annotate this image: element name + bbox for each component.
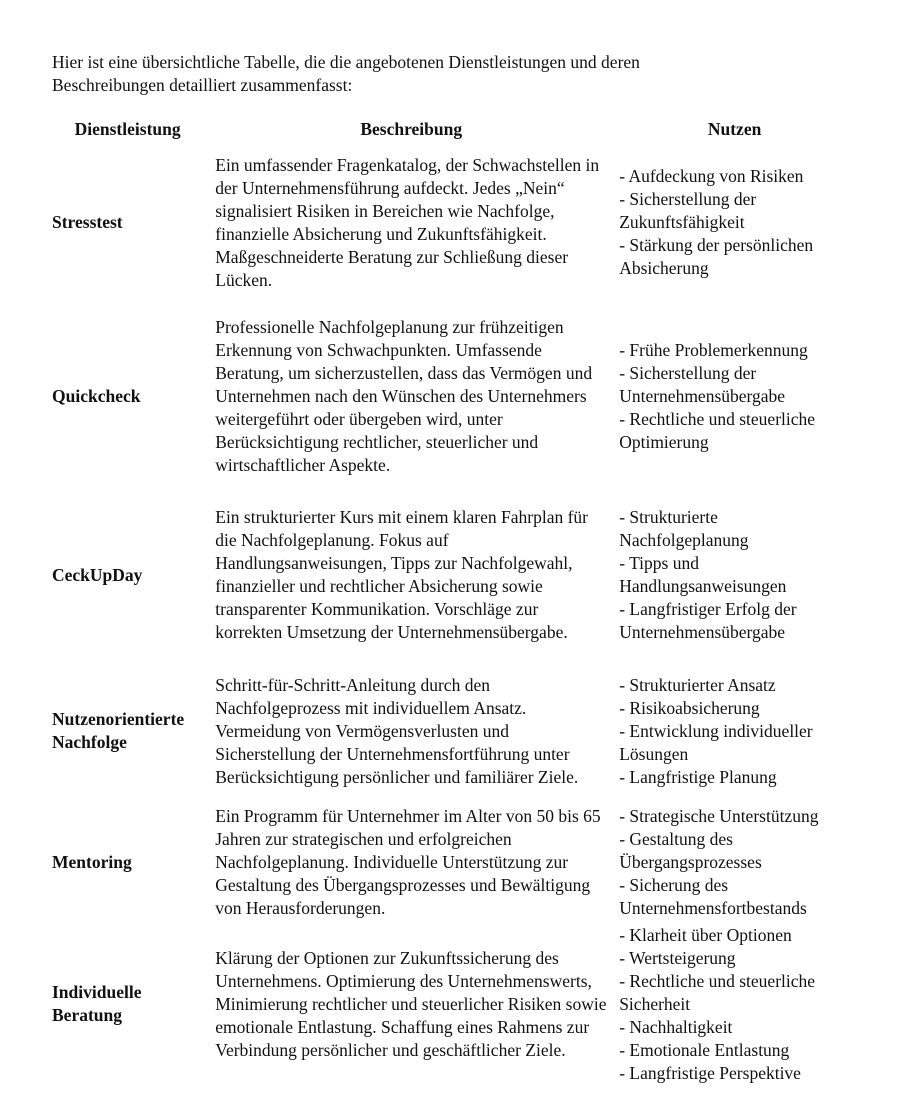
benefit-item: - Strategische Unterstützung [619,806,819,826]
benefit-item: - Risikoabsicherung [619,697,760,718]
benefit-item: - Langfristige Planung [619,766,777,787]
benefit-item: - Rechtliche und steuerliche Optimierung [619,408,816,452]
intro-line-1: Hier ist eine übersichtliche Tabelle, die die angebotenen Dienstleistungen und deren [52,52,640,72]
service-benefits [613,658,856,804]
table-row [46,300,856,492]
table-row [46,658,856,804]
benefit-item: - Nachhaltigkeit [619,1016,733,1037]
table-row [46,145,856,300]
benefit-item: - Sicherstellung der Unternehmensübergabe [619,362,786,406]
service-name: Quickcheck [52,385,141,406]
benefit-item: - Gestaltung des Übergangsprozesses [619,829,762,872]
service-description-cell [209,921,613,1087]
table-row [46,804,856,921]
benefit-item: - Tipps und Handlungsanweisungen [619,553,787,596]
benefit-item: - Wertsteigerung [619,947,736,968]
service-description: Ein Programm für Unternehmer im Alter von 50 bis 65 Jahren zur strategischen und erfolgreichen Nachfolgeplanung. Individuelle Unterstützung zur Gestaltung des Übergangsprozesses und Bewältigung von Herausforderungen. [215,806,601,918]
service-name: Mentoring [52,852,132,872]
service-description: Ein umfassender Fragenkatalog, der Schwachstellen in der Unternehmensführung aufdeckt. Jedes „Nein“ signalisiert Risiken in Bereichen wie Nachfolge, finanzielle Absicherung und Zukunftsfähigkeit. Maßgeschneiderte Beratung zur Schließung dieser Lücken. [215,154,600,290]
services-table [46,118,856,1087]
service-description-cell [209,492,613,658]
table-row [46,921,856,1087]
header-beschreibung: Beschreibung [360,119,463,139]
benefit-item: - Frühe Problemerkennung [619,339,808,360]
service-description-cell [209,300,613,492]
benefit-item: - Sicherstellung der Zukunftsfähigkeit [619,189,757,232]
benefit-item: - Aufdeckung von Risiken [619,166,804,186]
service-description: Ein strukturierter Kurs mit einem klaren Fahrplan für die Nachfolgeplanung. Fokus auf Handlungsanweisungen, Tipps zur Nachfolgewahl, finanzieller und rechtlicher Absicherung sowie transparenter Kommunikation. Vorschläge zur korrekten Umsetzung der Unternehmensübergabe. [215,507,588,642]
service-description: Professionelle Nachfolgeplanung zur frühzeitigen Erkennung von Schwachpunkten. Umfassende Beratung, um sicherzustellen, dass das Vermögen und Unternehmen nach den Wünschen des Unternehmers weitergeführt oder übergeben wird, unter Berücksichtigung rechtlicher, steuerlicher und wirtschaftlicher Aspekte. [215,316,593,475]
intro-paragraph [52,51,872,97]
service-description-cell [209,804,613,921]
table-row [46,492,856,658]
benefit-item: - Strukturierte Nachfolgeplanung [619,507,749,550]
service-name: Individuelle Beratung [52,982,142,1025]
header-dienstleistung: Dienstleistung [74,119,181,139]
service-description: Schritt-für-Schritt-Anleitung durch den Nachfolgeprozess mit individuellem Ansatz. Vermeidung von Vermögensverlusten und Sicherstellung der Unternehmensfortführung unter Berücksichtigung persönlicher und familiärer Ziele. [215,674,579,787]
intro-line-2: Beschreibungen detailliert zusammenfasst: [52,75,353,95]
header-nutzen: Nutzen [707,119,762,139]
service-description-cell [209,145,613,300]
service-description-cell [209,658,613,804]
service-benefits [613,921,856,1087]
service-description: Klärung der Optionen zur Zukunftssicherung des Unternehmens. Optimierung des Unternehmenswerts, Minimierung rechtlicher und steuerlicher Risiken sowie emotionale Entlastung. Schaffung eines Rahmens zur Verbindung persönlicher und geschäftlicher Ziele. [215,947,607,1060]
benefit-item: - Emotionale Entlastung [619,1039,790,1060]
benefit-item: - Stärkung der persönlichen Absicherung [619,235,814,278]
benefit-item: - Rechtliche und steuerliche Sicherheit [619,970,816,1014]
benefit-item: - Klarheit über Optionen [619,924,792,945]
service-benefits [613,804,856,921]
benefit-item: - Entwicklung individueller Lösungen [619,720,813,764]
service-benefits [613,145,856,300]
table-header-row [46,118,856,145]
benefit-item: - Langfristiger Erfolg der Unternehmensübergabe [619,599,797,642]
service-name: Stresstest [52,212,123,232]
table-body [46,145,856,1087]
benefit-item: - Strukturierter Ansatz [619,674,776,695]
benefit-item: - Langfristige Perspektive [619,1062,801,1083]
service-name: Nutzenorientierte Nachfolge [52,709,185,752]
benefit-item: - Sicherung des Unternehmensfortbestands [619,875,807,918]
service-name: CeckUpDay [52,564,143,585]
service-benefits [613,300,856,492]
service-benefits [613,492,856,658]
